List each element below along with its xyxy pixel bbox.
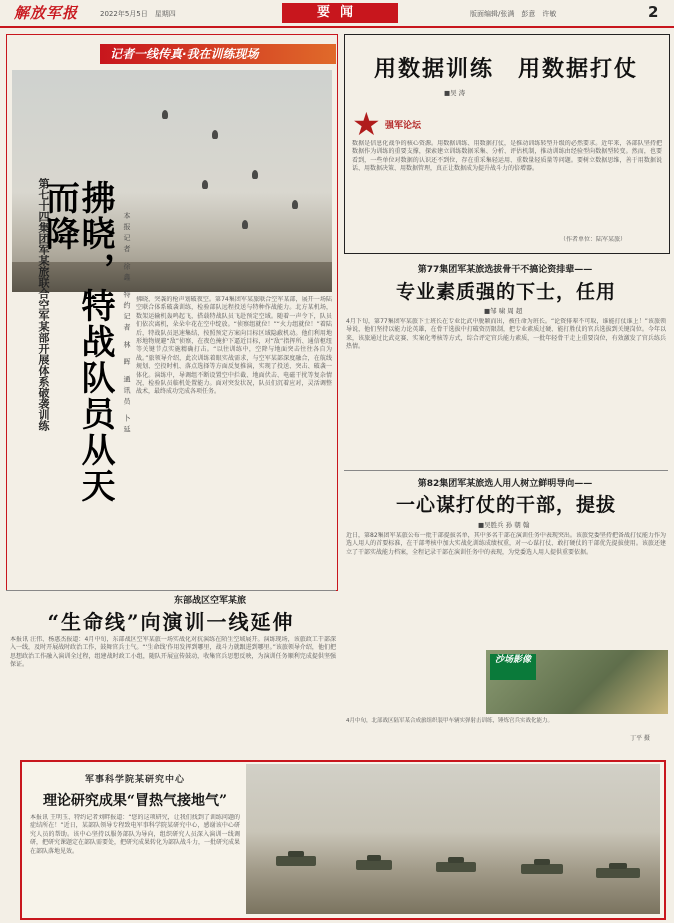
article-82-title: 一心谋打仗的干部，提拔 (395, 494, 616, 516)
article-77-title: 专业素质强的下士，任用 (395, 281, 616, 303)
academy-kicker: 军事科学院某研究中心 (84, 775, 185, 785)
academy-body: 本报讯 王明玉、特约记者刘畔报道：“您的这项研究，让我们找到了训练问题的症结所在！”近日，某部队领导专程致电军事科学院某研究中心，感谢该中心研究人员的帮助。该中心坚持以服务部队为导向，组织研究人员深入演训一线调研，把研究课题定在部队需要处，把研究成果转化为部队战斗力，一批研究成果在部队落地见效。 (30, 814, 240, 855)
photo-caption: 4月中旬，北部战区陆军某合成旅组织装甲车辆实弹射击训练，锤炼官兵实战化能力。 (346, 718, 554, 724)
photo-credit: 丁平 摄 (630, 735, 650, 742)
commentary-title: 用数据训练 用数据打仗 (373, 56, 638, 82)
issue-date: 2022年5月5日 星期四 (100, 10, 176, 18)
battlefield-image-badge: 沙场影像 (490, 654, 536, 680)
commentary-byline: ■吴 涛 (444, 89, 466, 97)
article-82-body: 近日，第82集团军某旅公布一批干部提拔名单，其中多名干部在演训任务中表现突出。该旅党委坚持把备战打仗能力作为选人用人的首要标准，在干部考核中加大实战化训练成绩权重，对一心谋打仗、敢打硬仗的干部优先提拔使用。该旅还建立了干部实战能力档案，全程记录干部在演训任务中的表现，为党委选人用人提供重要依据。 (346, 532, 666, 556)
divider (344, 470, 668, 471)
star-icon: ★ (352, 105, 381, 143)
eastern-body: 本报讯 汪伟、杨惠杰报道：4月中旬，东部战区空军某旅一场实战化对抗演练在陌生空域展开。演练现场，该旅政工干部深入一线，及时开展战时政治工作，鼓舞官兵士气。“‘生命线’作用发挥到哪里，战斗力就跟进到哪里。”该旅领导介绍，他们把思想政治工作融入演训全过程，组建战时政工小组，随队开展宣传鼓动，收集官兵思想反映，为演训任务顺利完成提供坚强保证。 (10, 636, 336, 669)
column-label: 强军论坛 (385, 121, 422, 131)
eastern-kicker: 东部战区空军某旅 (173, 596, 246, 606)
lead-byline: 本报记者 徐鑫 特约记者 林 晖 通讯员 卜延 (123, 212, 131, 437)
tanks-photo (246, 764, 660, 914)
lead-subtitle: 第七十四集团军某旅联合空军某部开展体系破袭训练 (37, 178, 50, 431)
eastern-title: “生命线”向演训一线延伸 (47, 610, 295, 634)
commentary-note: （作者单位：陆军某旅） (560, 236, 627, 243)
article-77-byline: ■邹 啸 周 超 (484, 307, 523, 315)
newspaper-logo: 解放军报 (14, 4, 79, 22)
article-77-kicker: 第77集团军某旅选拔骨干不搞论资排辈—— (417, 265, 593, 275)
page-number: 2 (648, 3, 659, 21)
article-82-body-cont (346, 648, 482, 714)
column-ribbon: 记者一线传真·我在训练现场 (100, 44, 336, 64)
commentary-body: 数据是信息化战争的核心资源。用数据训练、用数据打仗，是推动训练转型升级的必然要求。近年来，各部队坚持把数据作为训练的重要支撑，探索建立训练数据采集、分析、评估机制，推动训练由经验型向数据型转变。然而，也要看到，一些单位对数据的认识还不到位，存在重采集轻运用、重数量轻质量等问题。要树立数据思维，善于用数据说话、用数据决策、用数据管理，真正让数据成为提升战斗力的倍增器。 (352, 140, 662, 173)
lead-title: 拂晓，特战队员从天而降 (39, 180, 115, 504)
divider (6, 590, 336, 591)
article-77-body: 4月下旬，第77集团军某旅下士班长在专业比武中脱颖而出，被任命为班长。“论资排辈不可取，谁能打仗谁上！”该旅领导说，他们坚持以能力论英雄，在骨干选拔中打破资历限制，把专业素质过硬、能打胜仗的官兵选拔到关键岗位。今年以来，该旅通过比武竞赛、实案化考核等方式，综合评定官兵能力素质，一批年轻骨干走上重要岗位，有效激发了官兵练兵热情。 (346, 318, 666, 351)
academy-title: 理论研究成果“冒热气接地气” (42, 793, 228, 809)
article-82-byline: ■吴胜兵 孙 朝 翰 (478, 521, 530, 529)
page-editors: 版面编辑/张满 彭意 许敏 (470, 10, 557, 18)
lead-body: 拂晓，突袭的枪声划破夜空。第74集团军某旅联合空军某部，展开一场陆空联合体系破袭训练，检验部队远程投送与特种作战能力。北方某机场，数架运输机轰鸣起飞，搭载特战队员飞赴预定空域。随着一声令下，队员们依次离机，朵朵伞花在空中绽放。“侦察组就位！”“火力组就位！”着陆后，特战队员迅速集结，按照预定方案向目标区域隐蔽机动。他们利用地形地物规避“敌”侦察，在夜色掩护下逼近目标，对“敌”指挥所、通信枢纽等关键节点实施精确打击。“以往训练中，空降与地面突击往往各自为战。”旅领导介绍，此次训练着眼实战需求，与空军某部深度融合，在航线规划、空投时机、落点选择等方面反复推演，实现了投送、突击、破袭一体化。演练中，导调组不断设置空中拦截、地面伏击、电磁干扰等复杂情况，检验队员临机处置能力。面对突发状况，队员们沉着应对，灵活调整战术，最终成功完成各项任务。 (136, 296, 332, 396)
article-82-kicker: 第82集团军某旅选人用人树立鲜明导向—— (417, 479, 593, 489)
section-banner: 要闻 (282, 3, 398, 23)
